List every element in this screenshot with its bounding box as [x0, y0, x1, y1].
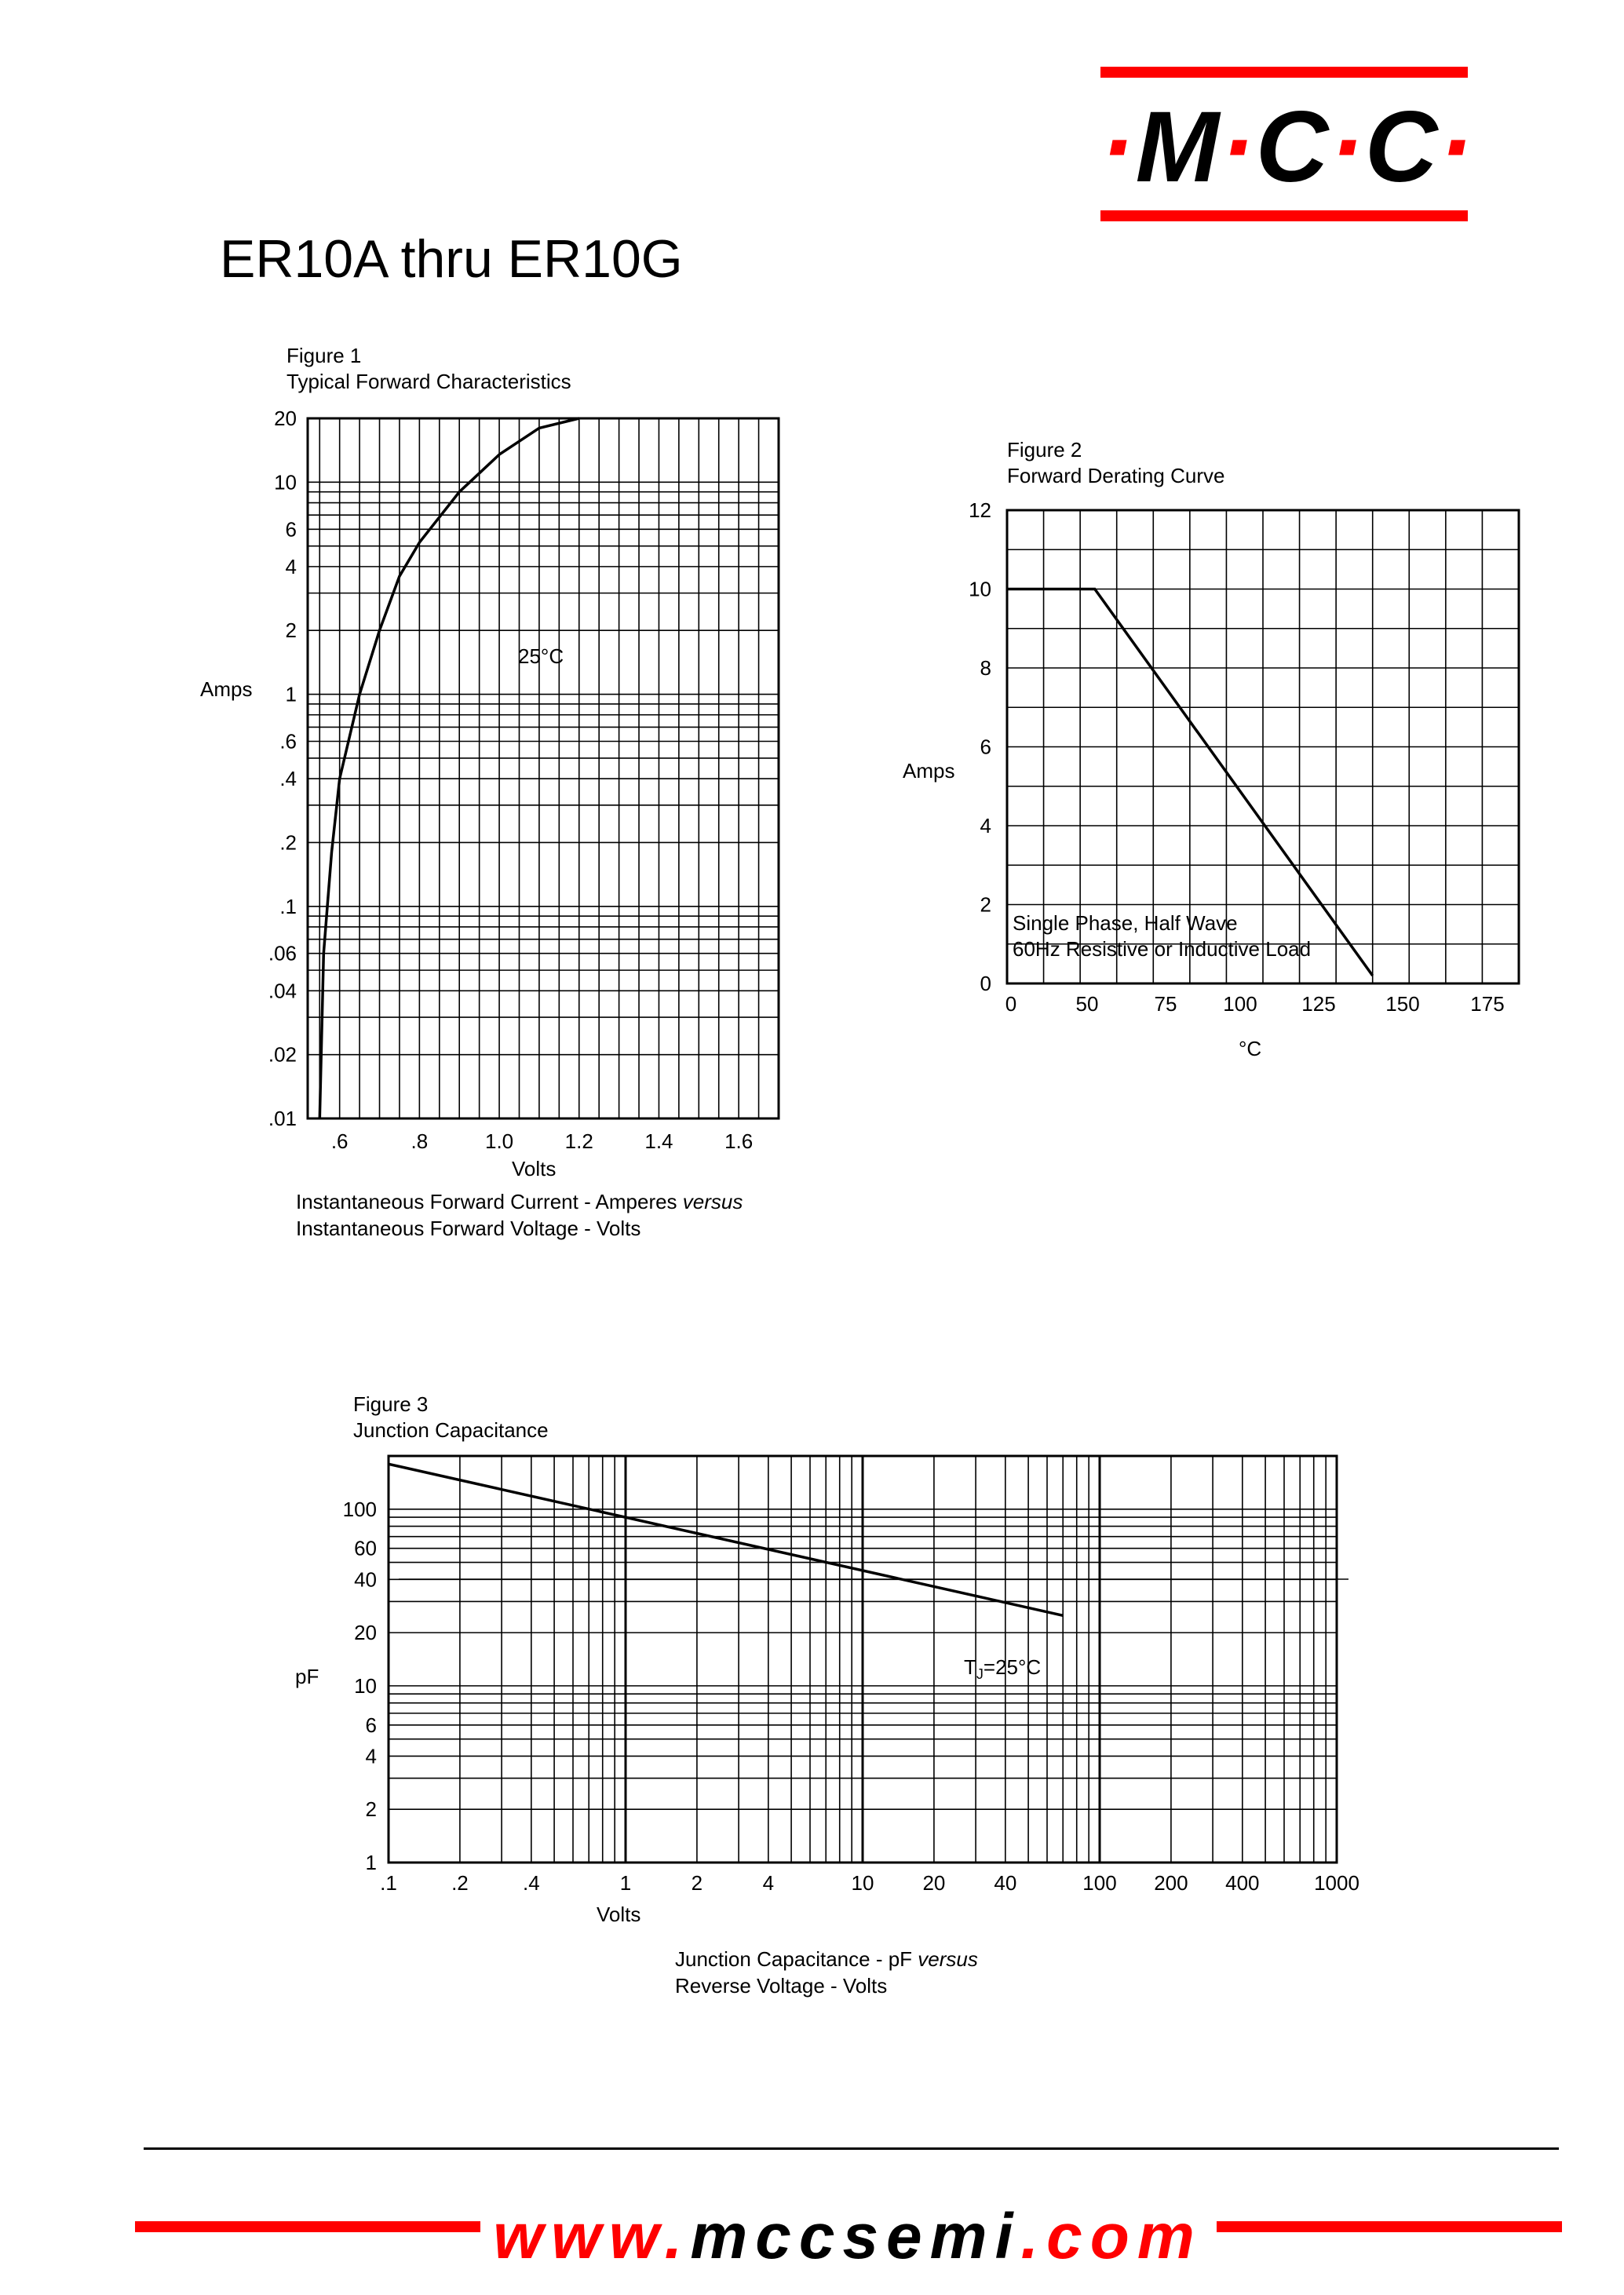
fig3-curve	[389, 1464, 1063, 1615]
fig3-annotation-rest: =25°C	[983, 1655, 1042, 1679]
logo-dot: ·	[1221, 91, 1256, 203]
logo-dot: ·	[1100, 91, 1136, 203]
logo-dot: ·	[1330, 91, 1365, 203]
fig3-x-tick: 1000	[1314, 1871, 1359, 1895]
fig2-annotation-line2: 60Hz Resistive or Inductive Load	[1013, 937, 1312, 961]
fig1-y-tick: .06	[268, 941, 297, 965]
fig1-x-tick: 1.6	[724, 1129, 754, 1153]
fig3-y-tick: 2	[365, 1797, 377, 1822]
fig3-chart	[343, 1456, 1359, 1895]
fig1-y-tick: 6	[285, 517, 297, 542]
fig2-xlabel: °C	[1239, 1037, 1262, 1060]
fig3-x-tick: 10	[851, 1871, 874, 1895]
fig3-annotation-t: T	[964, 1655, 976, 1679]
fig1-y-tick: 20	[274, 407, 297, 430]
fig3-x-tick: 2	[691, 1871, 703, 1895]
fig3-y-tick: 60	[354, 1536, 377, 1560]
fig1-frame	[308, 418, 779, 1118]
fig2-y-tick: 12	[969, 498, 991, 522]
fig3-x-tick: .1	[380, 1871, 397, 1895]
fig2-x-tick: 125	[1301, 992, 1336, 1016]
url-suffix: .com	[1020, 2201, 1202, 2272]
fig2-y-tick: 4	[980, 814, 991, 837]
fig1-y-tick: .4	[279, 767, 297, 791]
fig3-x-tick: 200	[1154, 1871, 1188, 1895]
fig1-x-tick: .8	[411, 1129, 429, 1153]
fig1-y-tick: 10	[274, 470, 297, 494]
url-name: mccsemi	[690, 2201, 1021, 2272]
fig3-x-tick: .4	[522, 1871, 540, 1895]
fig1-title: Typical Forward Characteristics	[286, 370, 571, 393]
fig3-y-tick: 20	[354, 1621, 377, 1645]
url-prefix: www.	[493, 2201, 691, 2272]
fig1-y-tick: .2	[279, 830, 297, 855]
fig3-x-tick: 1	[619, 1871, 632, 1895]
fig2-x-tick: 75	[1154, 992, 1177, 1016]
fig3-caption-line2: Reverse Voltage - Volts	[675, 1974, 888, 1998]
fig1-x-tick: 1.0	[484, 1129, 514, 1153]
fig1-label: Figure 1	[286, 344, 362, 367]
fig1-x-tick: 1.4	[644, 1129, 673, 1153]
fig2-annotation-line1: Single Phase, Half Wave	[1013, 911, 1238, 935]
fig1-y-tick: 4	[285, 554, 297, 578]
fig1-caption-line2: Instantaneous Forward Voltage - Volts	[296, 1217, 641, 1240]
fig1-caption-text: Instantaneous Forward Current - Amperes	[296, 1190, 677, 1213]
fig2-y-tick: 0	[980, 972, 991, 995]
fig2-x-tick: 175	[1470, 992, 1505, 1016]
fig3-x-tick: .2	[451, 1871, 469, 1895]
fig3-y-tick: 40	[354, 1567, 377, 1592]
fig2-x-tick: 100	[1223, 992, 1257, 1016]
fig3-xlabel: Volts	[597, 1903, 641, 1926]
fig3-annotation	[964, 1655, 1041, 1682]
footer-left-bar	[135, 2221, 480, 2232]
logo-letter: M	[1135, 91, 1221, 203]
fig3-y-tick: 1	[365, 1851, 377, 1874]
fig1-y-tick: .02	[268, 1042, 297, 1067]
fig1-caption-versus: versus	[682, 1190, 743, 1213]
page-title: ER10A thru ER10G	[220, 229, 683, 289]
fig3-x-tick: 100	[1082, 1871, 1117, 1895]
fig2-x-tick: 50	[1075, 992, 1099, 1016]
fig3-annotation-sub: J	[976, 1666, 984, 1682]
logo-dot: ·	[1439, 91, 1474, 203]
fig2-y-tick: 8	[980, 656, 991, 680]
fig3-label: Figure 3	[353, 1392, 429, 1416]
fig1-x-tick: 1.2	[564, 1129, 593, 1153]
fig2-title: Forward Derating Curve	[1007, 464, 1225, 487]
fig3-x-tick: 400	[1225, 1871, 1260, 1895]
fig2-chart	[969, 498, 1519, 1016]
fig3-y-tick: 10	[354, 1673, 377, 1698]
fig2-y-tick: 2	[980, 892, 991, 917]
fig1-y-tick: .04	[268, 979, 297, 1003]
fig3-y-tick: 4	[365, 1744, 377, 1768]
fig1-y-tick: .6	[279, 729, 297, 753]
fig3-ylabel: pF	[295, 1665, 319, 1688]
fig1-x-tick: .6	[330, 1129, 349, 1153]
fig1-chart	[268, 407, 779, 1153]
fig2-ylabel: Amps	[903, 759, 955, 783]
fig1-y-tick: 2	[285, 618, 297, 643]
fig3-caption-text: Junction Capacitance - pF	[675, 1947, 913, 1971]
fig1-y-tick: .1	[279, 894, 297, 918]
fig3-y-tick: 6	[365, 1713, 377, 1737]
fig2-y-tick: 6	[980, 735, 991, 759]
fig3-x-tick: 40	[994, 1871, 1017, 1895]
fig2-x-tick: 0	[1005, 992, 1017, 1016]
fig3-x-tick: 4	[762, 1871, 775, 1895]
fig2-x-tick: 150	[1385, 992, 1420, 1016]
footer-url[interactable]	[487, 2198, 1209, 2276]
fig2-label: Figure 2	[1007, 438, 1082, 462]
footer-right-bar	[1217, 2221, 1562, 2232]
logo-letter: C	[1255, 91, 1330, 203]
fig1-ylabel: Amps	[200, 677, 253, 701]
fig1-xlabel: Volts	[512, 1157, 557, 1180]
fig3-title: Junction Capacitance	[353, 1418, 549, 1442]
fig3-y-tick: 100	[342, 1497, 377, 1521]
logo-letter: C	[1364, 91, 1440, 203]
fig1-annotation: 25°C	[518, 644, 564, 668]
fig3-x-tick: 20	[922, 1871, 946, 1895]
footer-rule	[144, 2147, 1559, 2150]
fig1-y-tick: 1	[285, 682, 297, 706]
fig2-y-tick: 10	[969, 577, 991, 601]
fig1-y-tick: .01	[268, 1107, 297, 1130]
fig3-caption-versus: versus	[918, 1947, 978, 1971]
fig1-curve	[319, 418, 579, 1118]
